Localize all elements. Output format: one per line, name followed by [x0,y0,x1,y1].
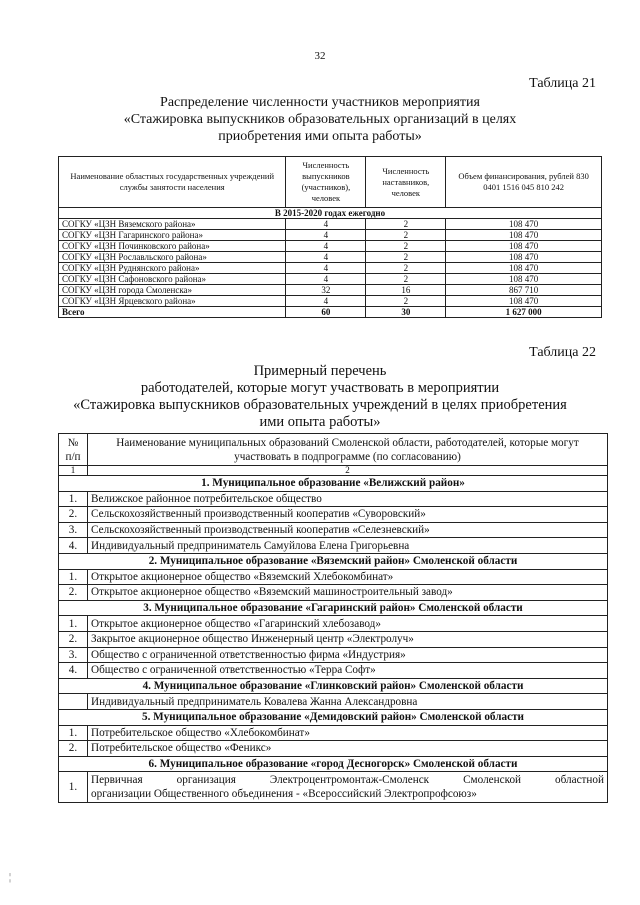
section-title: 5. Муниципальное образование «Демидовский район» Смоленской области [59,709,608,725]
section-row [59,709,608,725]
table-21-title-line: Распределение численности участников мероприятия [160,95,480,110]
employer-row [59,647,608,663]
column-number-1: 1 [59,466,88,476]
table-21-title-line: «Стажировка выпускников образовательных организаций в целях [123,112,517,127]
section-row [59,600,608,616]
table-21-row [59,252,602,263]
mentors-cell: 2 [366,241,446,252]
column-number-2: 2 [88,466,608,476]
table-21-label: Таблица 21 [529,76,596,91]
row-number: 2. [59,631,88,647]
row-number: 1. [59,491,88,507]
employer-row [59,631,608,647]
employer-name-line: Первичная организация Электроцентромонтаж-Смоленск Смоленской областной [91,774,604,787]
row-number: 3. [59,647,88,663]
table-22 [58,433,608,803]
employer-name: Общество с ограниченной ответственностью фирма «Индустрия» [88,647,608,663]
row-number: 1. [59,772,88,803]
employer-name [88,772,608,803]
section-row [59,553,608,569]
institution-cell: СОГКУ «ЦЗН Починковского района» [59,241,286,252]
section-row [59,678,608,694]
employer-name: Велижское районное потребительское общество [88,491,608,507]
employer-row [59,569,608,585]
section-title: 3. Муниципальное образование «Гагаринский район» Смоленской области [59,600,608,616]
employer-row [59,585,608,601]
mentors-cell: 2 [366,274,446,285]
employer-name: Потребительское общество «Феникс» [88,741,608,757]
funding-cell: 867 710 [446,285,602,296]
col-header-participants: Численность выпускников (участников), человек [286,157,366,208]
employer-name: Потребительское общество «Хлебокомбинат» [88,725,608,741]
funding-cell: 108 470 [446,252,602,263]
table-21-header-row [59,157,602,208]
total-participants: 60 [286,307,366,318]
employer-name: Общество с ограниченной ответственностью «Терра Софт» [88,663,608,679]
table-21-title-line: приобретения ими опыта работы» [218,129,422,144]
table-21-row [59,296,602,307]
employer-row [59,538,608,554]
table-22-column-numbers [59,466,608,476]
employer-name-line: организации Общественного объединения - «Всероссийский Электропрофсоюз» [91,788,477,801]
funding-cell: 108 470 [446,230,602,241]
institution-cell: СОГКУ «ЦЗН Руднянского района» [59,263,286,274]
funding-cell: 108 470 [446,219,602,230]
employer-name: Открытое акционерное общество «Вяземский машиностроительный завод» [88,585,608,601]
col-header-institution: Наименование областных государственных учреждений службы занятости населения [59,157,286,208]
employer-row [59,491,608,507]
table-22-title [60,363,580,431]
employer-row [59,694,608,710]
participants-cell: 4 [286,274,366,285]
table-21-row [59,285,602,296]
row-number: 4. [59,538,88,554]
institution-cell: СОГКУ «ЦЗН Гагаринского района» [59,230,286,241]
col-header-employer: Наименование муниципальных образований Смоленской области, работодателей, которые могут участвовать в подпрограмме (по согласованию) [88,434,608,466]
institution-cell: СОГКУ «ЦЗН Сафоновского района» [59,274,286,285]
funding-cell: 108 470 [446,274,602,285]
section-title: 4. Муниципальное образование «Глинковский район» Смоленской области [59,678,608,694]
row-number: 4. [59,663,88,679]
funding-cell: 108 470 [446,296,602,307]
employer-row [59,616,608,632]
table-22-title-line: работодателей, которые могут участвовать в мероприятии [140,380,500,396]
section-title: 2. Муниципальное образование «Вяземский район» Смоленской области [59,553,608,569]
row-number: 1. [59,725,88,741]
participants-cell: 4 [286,219,366,230]
funding-cell: 108 470 [446,241,602,252]
participants-cell: 4 [286,252,366,263]
table-21-row [59,219,602,230]
margin-mark: ¦ [9,872,12,883]
employer-row [59,522,608,538]
table-21-title [60,94,580,145]
section-row [59,756,608,772]
row-number: 2. [59,585,88,601]
row-number: 3. [59,522,88,538]
institution-cell: СОГКУ «ЦЗН Вяземского района» [59,219,286,230]
table-21-group-row [59,208,602,219]
employer-name: Индивидуальный предприниматель Ковалева Жанна Александровна [88,694,608,710]
employer-row [59,725,608,741]
employer-row [59,772,608,803]
employer-name: Открытое акционерное общество «Вяземский Хлебокомбинат» [88,569,608,585]
page-number: 32 [314,50,326,62]
institution-cell: СОГКУ «ЦЗН Ярцевского района» [59,296,286,307]
col-header-mentors: Численность наставников, человек [366,157,446,208]
funding-cell: 108 470 [446,263,602,274]
table-21-row [59,230,602,241]
table-22-header-row [59,434,608,466]
mentors-cell: 16 [366,285,446,296]
table-21 [58,156,602,318]
institution-cell: СОГКУ «ЦЗН города Смоленска» [59,285,286,296]
table-22-title-line: ими опыта работы» [259,414,381,430]
total-mentors: 30 [366,307,446,318]
group-label: В 2015-2020 годах ежегодно [59,208,602,219]
total-label: Всего [59,307,286,318]
row-number: 1. [59,569,88,585]
employer-row [59,507,608,523]
table-21-row [59,274,602,285]
mentors-cell: 2 [366,230,446,241]
table-22-label: Таблица 22 [529,345,596,360]
participants-cell: 32 [286,285,366,296]
table-21-row [59,263,602,274]
table-22-title-line: «Стажировка выпускников образовательных учреждений в целях приобретения [73,397,567,413]
row-number: 2. [59,507,88,523]
participants-cell: 4 [286,263,366,274]
section-title: 6. Муниципальное образование «город Десногорск» Смоленской области [59,756,608,772]
table-21-row [59,241,602,252]
employer-name: Сельскохозяйственный производственный кооператив «Селезневский» [88,522,608,538]
employer-row [59,663,608,679]
section-title: 1. Муниципальное образование «Велижский район» [59,476,608,492]
table-22-title-line: Примерный перечень [253,363,387,379]
row-number: 2. [59,741,88,757]
section-row [59,476,608,492]
institution-cell: СОГКУ «ЦЗН Рославльского района» [59,252,286,263]
mentors-cell: 2 [366,219,446,230]
row-number: 1. [59,616,88,632]
col-header-number: № п/п [59,434,88,466]
employer-name: Сельскохозяйственный производственный кооператив «Суворовский» [88,507,608,523]
mentors-cell: 2 [366,296,446,307]
col-header-funding: Объем финансирования, рублей 830 0401 1516 045 810 242 [446,157,602,208]
table-21-total-row [59,307,602,318]
participants-cell: 4 [286,296,366,307]
employer-name: Закрытое акционерное общество Инженерный центр «Электролуч» [88,631,608,647]
participants-cell: 4 [286,230,366,241]
mentors-cell: 2 [366,263,446,274]
employer-name: Индивидуальный предприниматель Самуйлова Елена Григорьевна [88,538,608,554]
participants-cell: 4 [286,241,366,252]
row-number [59,694,88,710]
employer-name: Открытое акционерное общество «Гагаринский хлебозавод» [88,616,608,632]
employer-row [59,741,608,757]
mentors-cell: 2 [366,252,446,263]
total-funding: 1 627 000 [446,307,602,318]
